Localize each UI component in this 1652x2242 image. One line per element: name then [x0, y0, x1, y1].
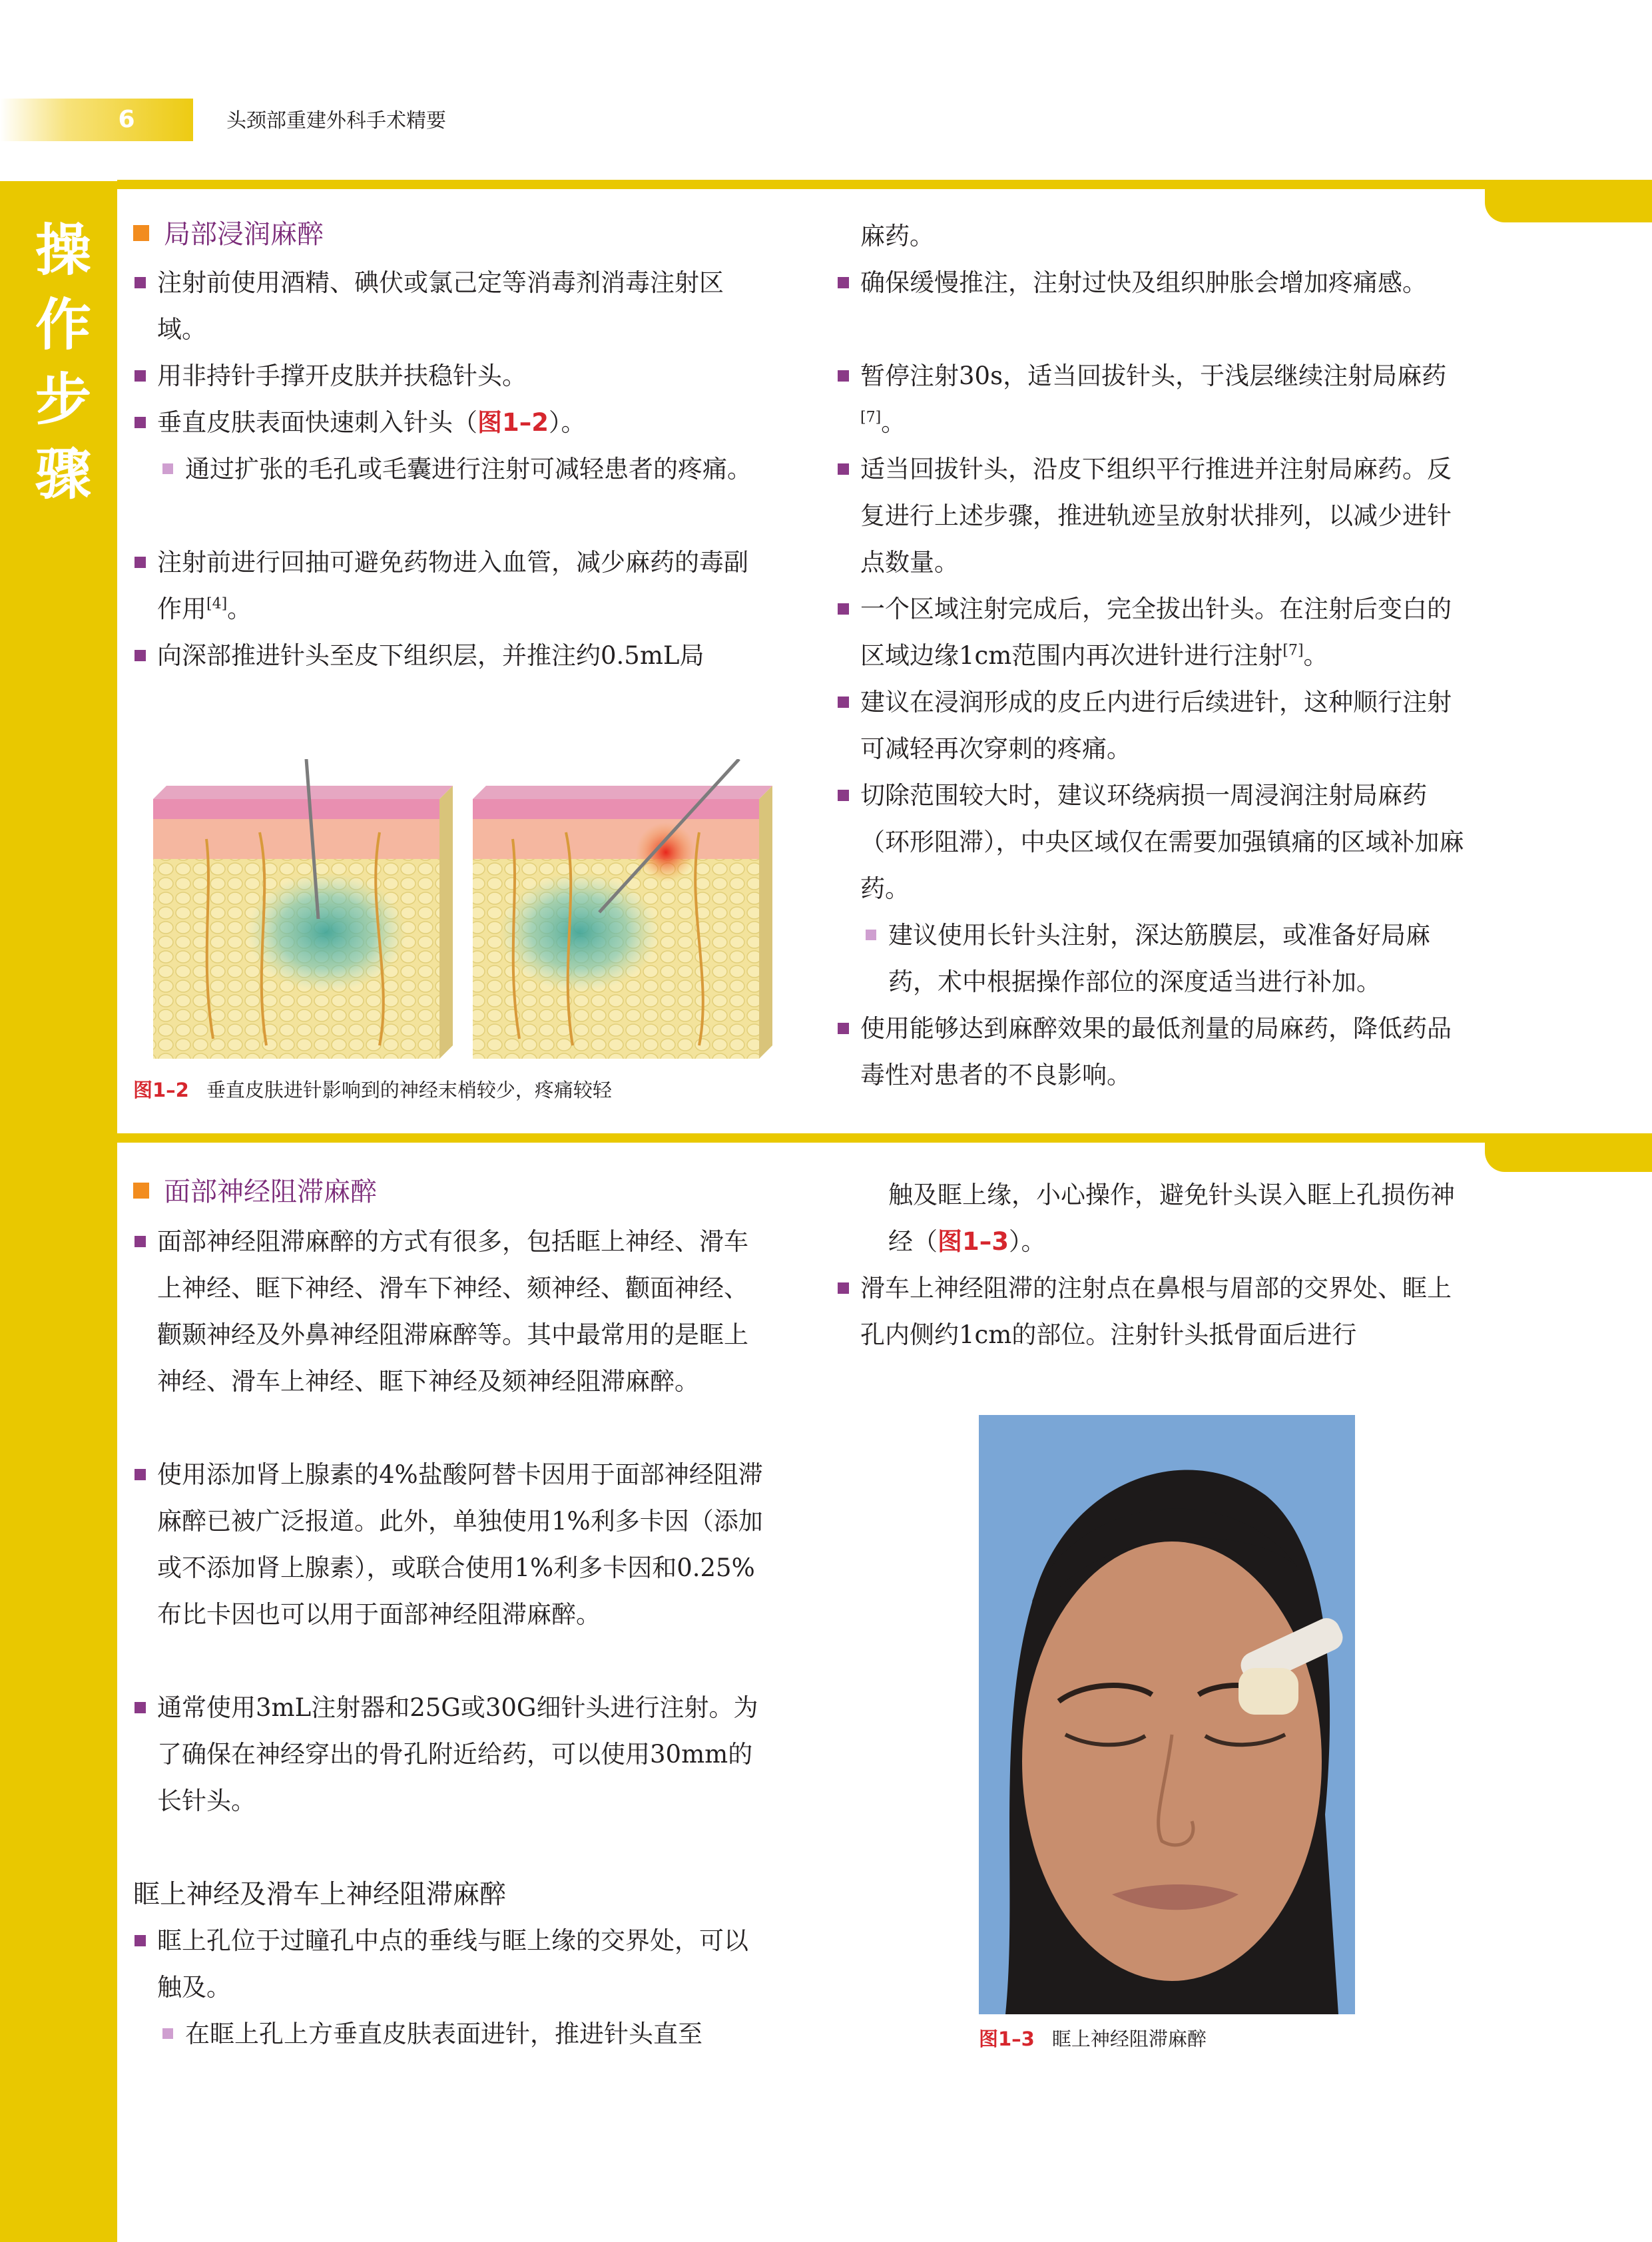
list-item: 建议使用长针头注射，深达筋膜层，或准备好局麻药，术中根据操作部位的深度适当进行补加。 [888, 912, 1473, 1005]
list-item: 建议在浸润形成的皮丘内进行后续进针，这种顺行注射可减轻再次穿刺的疼痛。 [860, 679, 1473, 772]
citation-reference[interactable]: [7] [860, 409, 882, 426]
figure-reference-link[interactable]: 图1–3 [938, 1227, 1009, 1256]
section-rule-tab-top [1485, 180, 1652, 222]
patient-face-photo [979, 1415, 1355, 2014]
figure-1-3-caption: 图1–3 眶上神经阻滞麻醉 [979, 2028, 1207, 2050]
list-item: 面部神经阻滞麻醉的方式有很多，包括眶上神经、滑车上神经、眶下神经、滑车下神经、颏神经、颧面神经、颧颞神经及外鼻神经阻滞麻醉等。其中最常用的是眶上神经、滑车上神经、眶下神经及颏神经阻滞麻醉。 [157, 1219, 770, 1405]
list-item: 使用添加肾上腺素的4%盐酸阿替卡因用于面部神经阻滞麻醉已被广泛报道。此外，单独使用1%利多卡因（添加或不添加肾上腺素），或联合使用1%利多卡因和0.25%布比卡因也可以用于面部神经阻滞麻醉。 [157, 1452, 770, 1638]
bullet-marker [135, 370, 146, 382]
list-item: 滑车上神经阻滞的注射点在鼻根与眉部的交界处、眶上孔内侧约1cm的部位。注射针头抵骨面后进行 [860, 1265, 1473, 1358]
heading-local-infiltration: 局部浸润麻醉 [133, 214, 324, 254]
list-item: 眶上孔位于过瞳孔中点的垂线与眶上缘的交界处，可以触及。 [157, 1918, 770, 2011]
bullet-marker [838, 1282, 849, 1294]
orange-square-marker [133, 225, 149, 241]
sub-bullet-marker [162, 2028, 173, 2039]
list-item: 适当回拔针头，沿皮下组织平行推进并注射局麻药。反复进行上述步骤，推进轨迹呈放射状排列，以减少进针点数量。 [860, 446, 1473, 586]
list-item: 暂停注射30s，适当回拔针头，于浅层继续注射局麻药[7]。 [860, 353, 1473, 446]
subheading-supraorbital-block: 眶上神经及滑车上神经阻滞麻醉 [133, 1879, 506, 1910]
paragraph-continuation: 触及眶上缘，小心操作，避免针头误入眶上孔损伤神经（图1–3）。 [888, 1181, 1455, 1256]
sub-bullet-marker [162, 463, 173, 474]
bullet-marker [838, 277, 849, 288]
figure-1-3-photo [979, 1415, 1355, 2014]
bullet-marker [135, 650, 146, 661]
bullet-marker [135, 1702, 146, 1713]
heading-facial-nerve-block: 面部神经阻滞麻醉 [133, 1172, 377, 1212]
figure-reference-link[interactable]: 图1–2 [477, 408, 549, 437]
figure-1-2-skin-illustration [140, 759, 779, 1065]
bullet-marker [838, 1023, 849, 1034]
paragraph-continuation: 麻药。 [860, 222, 934, 250]
bullet-marker [838, 697, 849, 708]
page-number: 6 [118, 106, 135, 133]
section-rule-middle [117, 1133, 1652, 1143]
list-item: 垂直皮肤表面快速刺入针头（图1–2）。 [157, 400, 770, 446]
list-item: 一个区域注射完成后，完全拔出针头。在注射后变白的区域边缘1cm范围内再次进针进行注射[7]。 [860, 586, 1473, 679]
section-tab-label: 操 作 步 骤 [35, 218, 91, 507]
figure-number: 图1–2 [133, 1079, 189, 1101]
figure-1-2-caption: 图1–2 垂直皮肤进针影响到的神经末梢较少，疼痛较轻 [133, 1079, 612, 1101]
list-item: 向深部推进针头至皮下组织层，并推注约0.5mL局 [157, 633, 770, 679]
list-item: 通常使用3mL注射器和25G或30G细针头进行注射。为了确保在神经穿出的骨孔附近给药，可以使用30mm的长针头。 [157, 1685, 770, 1824]
figure-number: 图1–3 [979, 2028, 1035, 2050]
bullet-marker [838, 370, 849, 382]
skin-cross-section-image [140, 759, 779, 1065]
section-rule-top [117, 180, 1652, 189]
list-item: 确保缓慢推注，注射过快及组织肿胀会增加疼痛感。 [860, 260, 1473, 306]
bullet-marker [135, 417, 146, 428]
bullet-marker [838, 790, 849, 801]
citation-reference[interactable]: [4] [206, 595, 228, 613]
bullet-marker [838, 603, 849, 615]
header-gradient-band [0, 99, 193, 141]
list-item: 注射前使用酒精、碘伏或氯己定等消毒剂消毒注射区域。 [157, 260, 770, 353]
list-item: 在眶上孔上方垂直皮肤表面进针，推进针头直至 [185, 2011, 770, 2058]
list-item: 使用能够达到麻醉效果的最低剂量的局麻药，降低药品毒性对患者的不良影响。 [860, 1005, 1473, 1099]
bullet-marker [135, 277, 146, 288]
list-item: 切除范围较大时，建议环绕病损一周浸润注射局麻药（环形阻滞），中央区域仅在需要加强镇痛的区域补加麻药。 [860, 772, 1473, 912]
running-title: 头颈部重建外科手术精要 [226, 109, 446, 133]
list-item: 注射前进行回抽可避免药物进入血管，减少麻药的毒副作用[4]。 [157, 539, 770, 633]
sub-bullet-marker [866, 930, 876, 940]
bullet-marker [135, 557, 146, 568]
bullet-marker [135, 1935, 146, 1946]
bullet-marker [135, 1469, 146, 1480]
citation-reference[interactable]: [7] [1282, 642, 1304, 659]
list-item: 用非持针手撑开皮肤并扶稳针头。 [157, 353, 770, 400]
list-item: 通过扩张的毛孔或毛囊进行注射可减轻患者的疼痛。 [185, 446, 770, 493]
section-rule-tab-middle [1485, 1133, 1652, 1172]
bullet-marker [135, 1236, 146, 1247]
bullet-marker [838, 463, 849, 475]
orange-square-marker [133, 1183, 149, 1199]
